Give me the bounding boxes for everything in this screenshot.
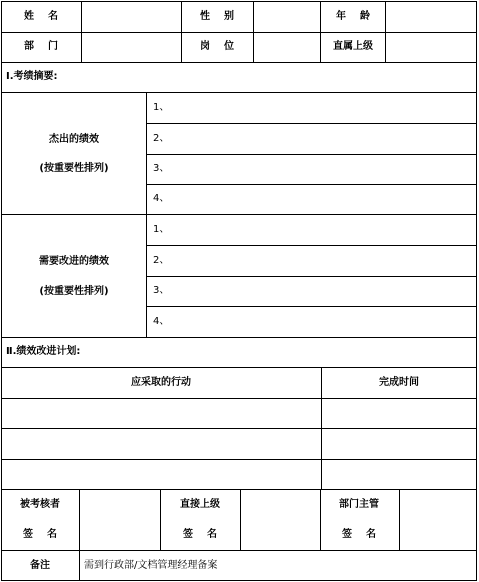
outstanding-performance-label: 杰出的绩效 xyxy=(49,134,99,145)
rule xyxy=(1,367,477,368)
supervisor-label: 直属上级 xyxy=(333,41,373,52)
outstanding-order-note: (按重要性排列) xyxy=(39,163,109,174)
rule xyxy=(1,580,477,581)
improvement-item-2[interactable]: 2、 xyxy=(153,255,170,266)
plan-action-cell-3[interactable] xyxy=(2,460,321,489)
rule xyxy=(146,154,477,155)
assessee-signature-field[interactable] xyxy=(80,490,160,550)
outstanding-item-1[interactable]: 1、 xyxy=(153,102,170,113)
remark-label: 备注 xyxy=(30,560,50,571)
form-border-left xyxy=(1,1,2,581)
assessee-label: 被考核者 xyxy=(20,499,60,510)
post-field[interactable] xyxy=(254,33,320,62)
dept-field[interactable] xyxy=(82,33,181,62)
assessee-sign-label: 签 名 xyxy=(23,529,57,540)
remark-text: 需到行政部/文档管理经理备案 xyxy=(84,560,218,571)
plan-action-cell-1[interactable] xyxy=(2,399,321,428)
rule xyxy=(320,489,321,550)
department-head-label: 部门主管 xyxy=(339,499,379,510)
rule xyxy=(181,1,182,63)
gender-label: 性 别 xyxy=(200,11,234,22)
department-head-signature-field[interactable] xyxy=(400,490,476,550)
post-label: 岗 位 xyxy=(200,41,234,52)
rule xyxy=(160,489,161,550)
plan-time-cell-2[interactable] xyxy=(322,429,476,459)
improvement-item-1[interactable]: 1、 xyxy=(153,224,170,235)
improvement-performance-label: 需要改进的绩效 xyxy=(39,256,109,267)
rule xyxy=(146,276,477,277)
age-label: 年 龄 xyxy=(336,11,370,22)
gender-field[interactable] xyxy=(254,2,320,32)
rule xyxy=(79,550,80,580)
plan-time-cell-1[interactable] xyxy=(322,399,476,428)
rule xyxy=(146,123,477,124)
name-label: 姓 名 xyxy=(24,11,58,22)
completion-time-column-header: 完成时间 xyxy=(379,377,419,388)
name-field[interactable] xyxy=(82,2,181,32)
rule xyxy=(146,184,477,185)
section-appraisal-summary-title: Ⅰ.考绩摘要: xyxy=(6,71,58,82)
department-head-sign-label: 签 名 xyxy=(342,529,376,540)
direct-supervisor-sign-label: 签 名 xyxy=(183,529,217,540)
rule xyxy=(1,62,477,63)
form-border-right xyxy=(476,1,477,581)
outstanding-item-4[interactable]: 4、 xyxy=(153,193,170,204)
plan-time-cell-3[interactable] xyxy=(322,460,476,489)
rule xyxy=(146,92,147,337)
rule xyxy=(1,337,477,338)
improvement-item-3[interactable]: 3、 xyxy=(153,285,170,296)
improvement-order-note: (按重要性排列) xyxy=(39,286,109,297)
improvement-item-4[interactable]: 4、 xyxy=(153,316,170,327)
dept-label: 部 门 xyxy=(24,41,58,52)
rule xyxy=(320,1,321,63)
rule xyxy=(1,550,477,551)
rule xyxy=(146,306,477,307)
age-field[interactable] xyxy=(386,2,476,32)
rule xyxy=(1,92,477,93)
outstanding-item-3[interactable]: 3、 xyxy=(153,163,170,174)
section-improvement-plan-title: Ⅱ.绩效改进计划: xyxy=(6,346,81,357)
direct-supervisor-label: 直接上级 xyxy=(180,499,220,510)
rule xyxy=(1,214,477,215)
plan-action-cell-2[interactable] xyxy=(2,429,321,459)
rule xyxy=(146,245,477,246)
action-column-header: 应采取的行动 xyxy=(131,377,191,388)
direct-supervisor-signature-field[interactable] xyxy=(241,490,320,550)
outstanding-item-2[interactable]: 2、 xyxy=(153,133,170,144)
supervisor-field[interactable] xyxy=(386,33,476,62)
